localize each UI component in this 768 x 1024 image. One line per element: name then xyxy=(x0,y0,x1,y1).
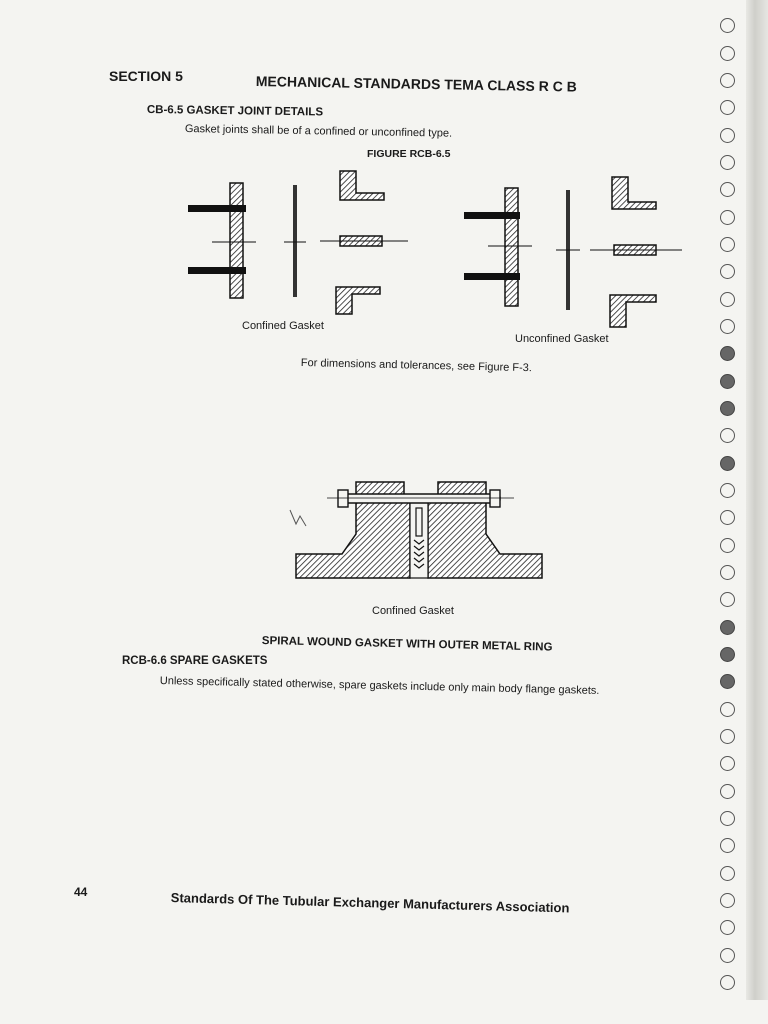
binder-hole xyxy=(720,374,735,389)
confined-section-parts xyxy=(320,171,408,314)
figure-label: FIGURE RCB-6.5 xyxy=(367,148,451,160)
unconfined-gasket-plate xyxy=(556,190,580,310)
binder-hole xyxy=(720,893,735,908)
confined-flange-left xyxy=(188,183,256,298)
binder-hole xyxy=(720,866,735,881)
unconfined-section-parts xyxy=(590,177,682,327)
binder-hole xyxy=(720,401,735,416)
binder-hole xyxy=(720,620,735,635)
binder-hole xyxy=(720,811,735,826)
spiral-gasket-heading: SPIRAL WOUND GASKET WITH OUTER METAL RING xyxy=(261,635,553,654)
binder-hole xyxy=(720,674,735,689)
binder-hole xyxy=(720,756,735,771)
section-label: SECTION 5 xyxy=(109,68,183,84)
binder-hole xyxy=(720,920,735,935)
spare-gaskets-heading: RCB-6.6 SPARE GASKETS xyxy=(122,655,268,667)
caption-unconfined-gasket: Unconfined Gasket xyxy=(515,333,609,345)
dimensions-note: For dimensions and tolerances, see Figure F-3. xyxy=(300,357,533,375)
binder-hole xyxy=(720,975,735,990)
binder-hole xyxy=(720,729,735,744)
page-title: MECHANICAL STANDARDS TEMA CLASS R C B xyxy=(255,73,577,95)
spare-gaskets-text: Unless specifically stated otherwise, spare gaskets include only main body flange gaskets. xyxy=(159,675,600,697)
binder-hole xyxy=(720,948,735,963)
binder-hole xyxy=(720,838,735,853)
confined-gasket-plate xyxy=(284,185,306,297)
caption-spiral-confined-gasket: Confined Gasket xyxy=(372,605,454,617)
gasket-joint-heading: CB-6.5 GASKET JOINT DETAILS xyxy=(146,104,324,119)
binder-hole xyxy=(720,647,735,662)
binder-hole xyxy=(720,428,735,443)
unconfined-flange-left xyxy=(464,188,532,306)
footer-text: Standards Of The Tubular Exchanger Manufacturers Association xyxy=(170,890,570,916)
caption-confined-gasket: Confined Gasket xyxy=(242,320,324,332)
gasket-joint-text: Gasket joints shall be of a confined or unconfined type. xyxy=(184,123,453,140)
page-number: 44 xyxy=(74,885,88,899)
binder-hole xyxy=(720,702,735,717)
gasket-joint-figure xyxy=(0,0,768,360)
spiral-wound-gasket-figure xyxy=(0,460,768,620)
spiral-flange-assembly xyxy=(290,482,542,578)
binder-hole xyxy=(720,784,735,799)
